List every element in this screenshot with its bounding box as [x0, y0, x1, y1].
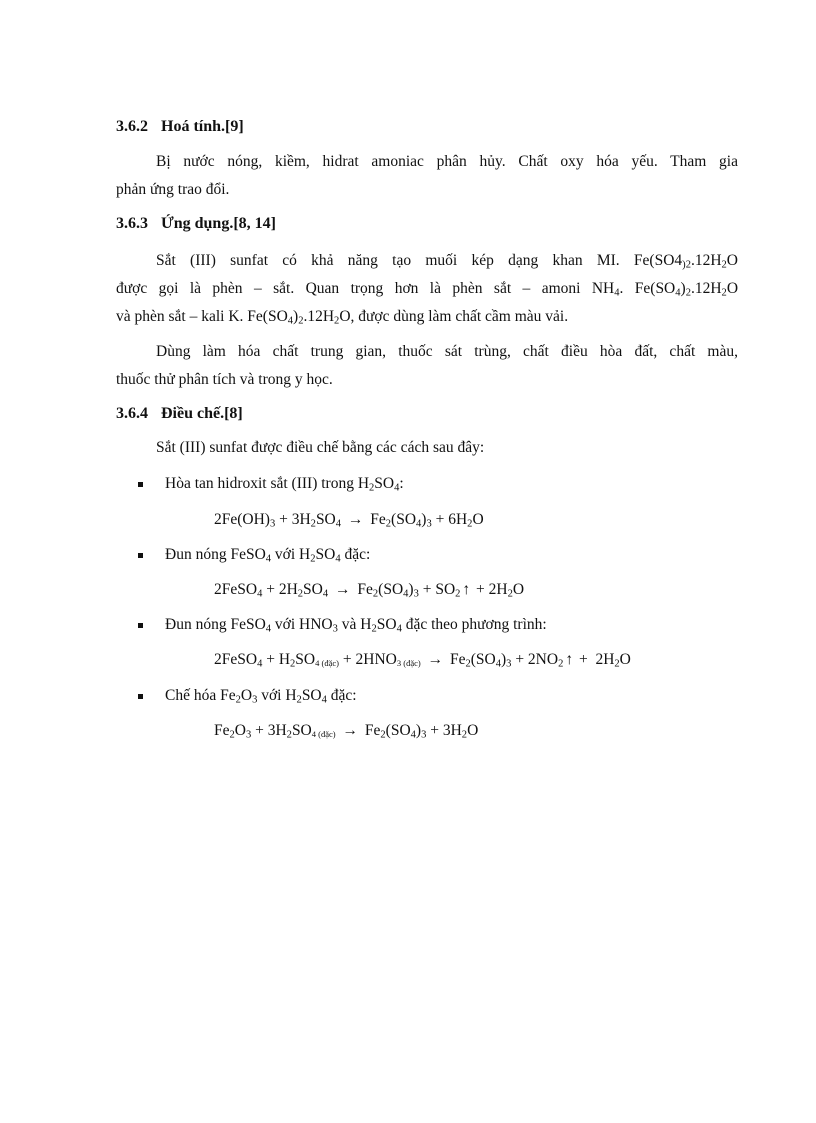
chemical-equation: 2FeSO$_4$ + $H_2SO_{4 (đặc)} + 2HNO_{3 (đặc)} \to Fe_2(SO_4)_3 + 2NO_2$ ↑ + $2H_2O$ — [214, 651, 631, 670]
text-line: Bị nước nóng, kiềm, hidrat amoniac phân hủy. Chất oxy hóa yếu. Tham gia — [156, 153, 738, 170]
section-heading-ung-dung — [116, 215, 276, 233]
paragraph-ung-dung-2 — [116, 338, 738, 394]
bullet-marker — [138, 694, 143, 699]
paragraph-ung-dung-1 — [116, 247, 738, 331]
paragraph-hoa-tinh — [116, 148, 738, 204]
up-arrow-icon: ↑ — [565, 651, 574, 668]
list-item-text: Đun nóng FeSO$_4$ với $HNO_3$ và $H_2SO_4$ đặc theo phương trình: — [165, 616, 547, 635]
chemical-equation: $Fe_2O_3 + 3H_2SO_{4 (đặc)} \to Fe_2(SO_4)_3 + 3H_2O$ — [214, 722, 479, 741]
bullet-marker — [138, 482, 143, 487]
up-arrow-icon: ↑ — [462, 581, 471, 598]
list-item-text: Hòa tan hidroxit sắt (III) trong $H_2SO_4$: — [165, 475, 404, 494]
section-title: Điều chế.[8] — [161, 405, 243, 422]
section-heading-dieu-che — [116, 405, 243, 423]
text-line: Dùng làm hóa chất trung gian, thuốc sát trùng, chất điều hòa đất, chất màu, — [156, 343, 738, 360]
section-number: 3.6.2 — [116, 118, 148, 135]
list-item-text: Chế hóa $Fe_2O_3$ với $H_2SO_4$ đặc: — [165, 687, 357, 706]
section-number: 3.6.4 — [116, 405, 148, 422]
chemical-equation: $2Fe(OH)_3 + 3H_2SO_4 \to Fe_2(SO_4)_3 + 6H_2O$ — [214, 511, 484, 530]
section-title: Hoá tính.[9] — [161, 118, 244, 135]
text-line: thuốc thử phân tích và trong y học. — [116, 371, 333, 388]
chemical-equation: 2FeSO$_4$ + $2H_2SO_4 \to Fe_2(SO_4)_3 + SO_2$ ↑ + $2H_2O$ — [214, 581, 525, 600]
section-heading-hoa-tinh — [116, 118, 244, 136]
text-line: Sắt (III) sunfat có khả năng tạo muối kép dạng khan MI. $Fe(SO4_{)2}.12H_2O$ — [156, 252, 738, 271]
text-line: Sắt (III) sunfat được điều chế bằng các cách sau đây: — [156, 439, 485, 456]
text-line: phản ứng trao đổi. — [116, 181, 230, 198]
text-line: và phèn sắt – kali K. $Fe(SO_4)_2.12H_2O$, được dùng làm chất cầm màu vải. — [116, 308, 569, 327]
section-title: Ứng dụng.[8, 14] — [161, 215, 276, 232]
paragraph-dieu-che-intro — [116, 434, 738, 462]
bullet-marker — [138, 623, 143, 628]
list-item-text: Đun nóng FeSO$_4$ với $H_2SO_4$ đặc: — [165, 546, 371, 565]
section-number: 3.6.3 — [116, 215, 148, 232]
text-line: được gọi là phèn – sắt. Quan trọng hơn là phèn sắt – amoni $NH_4$. $Fe(SO_4)_2.12H_2O$ — [116, 280, 739, 299]
bullet-marker — [138, 553, 143, 558]
